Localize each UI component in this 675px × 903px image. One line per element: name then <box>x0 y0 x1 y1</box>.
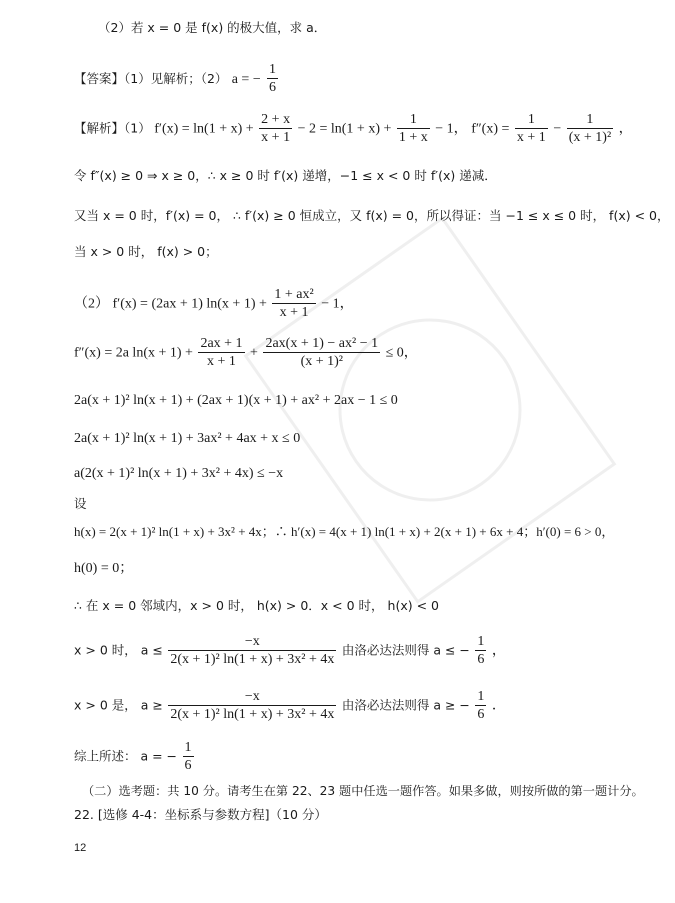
part2-g-lead: x > 0 是， a ≥ <box>74 697 163 713</box>
part2-b-text: f″(x) = 2a ln(x + 1) + <box>74 345 193 361</box>
jiexi-f1: f′(x) = ln(1 + x) + <box>154 121 254 137</box>
jiexi-frac-2 <box>397 112 430 147</box>
part2-f-end: ， <box>491 643 506 659</box>
part2-line-g <box>74 689 506 724</box>
jiexi-frac-4 <box>567 112 613 147</box>
part2-line-e: a(2(x + 1)² ln(x + 1) + 3x² + 4x) ≤ −x <box>74 466 284 481</box>
section-xuankao: （二）选考题：共 10 分。请考生在第 22、23 题中任选一题作答。如果多做，则按所做的第一题计分。 <box>82 784 644 798</box>
part2-line-a <box>74 287 354 322</box>
jiexi-frac-1 <box>259 112 292 147</box>
watermark-stamp <box>232 204 629 615</box>
part2-f-lead: x > 0 时， a ≤ <box>74 642 163 658</box>
jiexi-f1-tail2: − 1， <box>435 121 468 137</box>
line-you: 又当 x = 0 时，f′(x) = 0， ∴ f′(x) ≥ 0 恒成立，又 f(x) = 0，所以得证：当 −1 ≤ x ≤ 0 时， f(x) < 0， <box>74 208 670 223</box>
jiexi-line-1 <box>74 112 633 147</box>
jiexi-frac-3 <box>515 112 548 147</box>
jiexi-frac-3-num: 1 <box>515 112 548 129</box>
part2-sum-d: 6 <box>184 758 192 773</box>
jiexi-f2-mid: − <box>553 121 562 137</box>
part2-b-num2: 2ax(x + 1) − ax² − 1 <box>265 336 379 351</box>
part2-summary <box>74 740 196 775</box>
part2-g-frac2 <box>475 689 486 724</box>
part2-b-num: 2ax + 1 <box>200 336 243 351</box>
part2-a-text: （2） f′(x) = (2ax + 1) ln(x + 1) + <box>74 296 267 312</box>
part2-f-d: 6 <box>477 652 485 667</box>
answer-line <box>74 62 280 97</box>
part2-sum-frac <box>183 740 194 775</box>
jiexi-frac-4-num: 1 <box>567 112 613 129</box>
part2-b-frac-1 <box>198 336 244 371</box>
jiexi-f1-tail: − 2 = ln(1 + x) + <box>297 121 392 137</box>
jiexi-frac-2-num: 1 <box>397 112 430 129</box>
part2-she: 设 <box>74 496 87 511</box>
part2-line-nbhd: ∴ 在 x = 0 邻域内，x > 0 时， h(x) > 0．x < 0 时， h(x) < 0 <box>74 598 439 613</box>
answer-prefix: 【答案】（1）见解析；（2） <box>74 71 228 86</box>
part2-b-den2: (x + 1)² <box>300 354 343 369</box>
part2-line-h0: h(0) = 0； <box>74 561 134 576</box>
part2-g-end: ． <box>491 698 506 714</box>
jiexi-frac-2-den: 1 + x <box>398 130 428 145</box>
jiexi-label: 【解析】（1） <box>74 120 151 136</box>
part2-b-frac-2 <box>263 336 380 371</box>
part2-sum-text: 综上所述： a = − <box>74 748 178 764</box>
part2-line-f <box>74 634 506 669</box>
part2-f-den: 2(x + 1)² ln(1 + x) + 3x² + 4x <box>170 652 335 667</box>
part2-b-tail: ≤ 0， <box>385 345 418 361</box>
part2-a-frac <box>272 287 315 322</box>
part2-b-mid: + <box>250 345 258 361</box>
part2-g-den: 2(x + 1)² ln(1 + x) + 3x² + 4x <box>170 707 335 722</box>
line-dang: 当 x > 0 时， f(x) > 0； <box>74 244 218 259</box>
answer-num: 1 <box>269 62 277 77</box>
part2-g-frac <box>168 689 336 724</box>
jiexi-f2: f″(x) = <box>471 121 510 137</box>
part2-a-tail: − 1， <box>321 296 354 312</box>
jiexi-frac-4-den: (x + 1)² <box>568 130 612 145</box>
jiexi-f2-tail: ， <box>618 121 633 137</box>
part2-a-num: 1 + ax² <box>274 287 314 302</box>
question-2-text: （2）若 x = 0 是 f(x) 的极大值，求 a． <box>98 20 327 35</box>
part2-f-frac2 <box>475 634 486 669</box>
answer-den: 6 <box>269 80 277 95</box>
part2-g-rule: 由洛必达法则得 a ≥ − <box>341 697 470 713</box>
part2-f-rule: 由洛必达法则得 a ≤ − <box>341 642 470 658</box>
answer-fraction <box>267 62 278 97</box>
jiexi-frac-1-num: 2 + x <box>261 112 291 127</box>
part2-g-num: −x <box>168 689 336 706</box>
part2-line-d: 2a(x + 1)² ln(x + 1) + 3ax² + 4ax + x ≤ 0 <box>74 431 301 446</box>
part2-g-n: 1 <box>477 689 485 704</box>
question-22-title: 22. [选修 4-4：坐标系与参数方程]（10 分） <box>74 807 327 822</box>
page-number: 12 <box>74 842 87 854</box>
part2-line-b <box>74 336 418 371</box>
part2-f-num: −x <box>168 634 336 651</box>
part2-line-h: h(x) = 2(x + 1)² ln(1 + x) + 3x² + 4x；∴ h′(x) = 4(x + 1) ln(1 + x) + 2(x + 1) + 6x + 4；h′(0) = 6 > 0， <box>74 524 615 539</box>
part2-sum-n: 1 <box>184 740 192 755</box>
part2-f-frac <box>168 634 336 669</box>
line-ling: 令 f″(x) ≥ 0 ⇒ x ≥ 0，∴ x ≥ 0 时 f′(x) 递增，−1 ≤ x < 0 时 f′(x) 递减． <box>74 168 497 183</box>
answer-expr: a = − <box>231 72 261 87</box>
part2-f-n: 1 <box>477 634 485 649</box>
jiexi-frac-3-den: x + 1 <box>516 130 546 145</box>
part2-line-c: 2a(x + 1)² ln(x + 1) + (2ax + 1)(x + 1) + ax² + 2ax − 1 ≤ 0 <box>74 393 398 408</box>
part2-g-d: 6 <box>477 707 485 722</box>
part2-a-den: x + 1 <box>279 305 309 320</box>
part2-b-den: x + 1 <box>207 354 236 369</box>
jiexi-frac-1-den: x + 1 <box>261 130 291 145</box>
